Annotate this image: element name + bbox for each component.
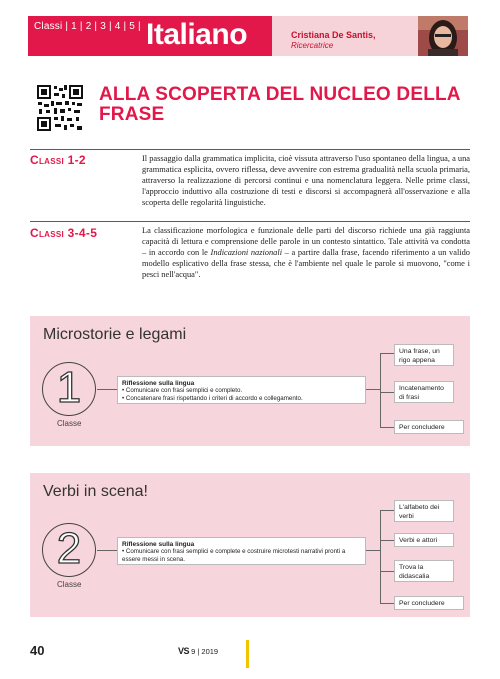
connector-line [380, 571, 394, 572]
class-number: 1 [56, 363, 82, 412]
branch-item[interactable]: Per concludere [394, 420, 464, 434]
class-label: Classe [57, 580, 82, 589]
connector-line [380, 510, 394, 511]
branch-item[interactable]: Verbi e attori [394, 533, 454, 547]
connector-line [366, 550, 380, 551]
branch-item[interactable]: L'alfabeto dei verbi [394, 500, 454, 522]
riflessione-box [117, 537, 366, 565]
connector-line [380, 510, 381, 603]
activity-box-2 [30, 473, 470, 617]
header-classi: Classi | 1 | 2 | 3 | 4 | 5 | [34, 21, 141, 32]
connector-line [97, 389, 117, 390]
connector-line [380, 540, 394, 541]
connector-line [380, 603, 394, 604]
text-part: La classificazione morfologica e funzionale delle parti del discorso richiede una già raggiunta capacità di lettura e comprensione delle parole in un contesto sintattico. Tale attività va condotta – in accordo con le [142, 226, 470, 257]
activity-title: Microstorie e legami [43, 326, 187, 343]
section-label-classi-1-2: Classi 1-2 [30, 153, 86, 167]
riflessione-item: • Comunicare con frasi semplici e completo. [122, 387, 243, 394]
magazine-issue [178, 646, 218, 656]
connector-line [97, 550, 117, 551]
article-title: ALLA SCOPERTA DEL NUCLEO DELLA FRASE [99, 84, 461, 125]
connector-line [380, 353, 394, 354]
riflessione-heading: Riflessione sulla lingua [122, 541, 195, 548]
text-part-italic: Indicazioni nazionali [210, 248, 283, 257]
branch-item[interactable]: Incatenamento di frasi [394, 381, 454, 403]
class-number: 2 [56, 524, 82, 573]
qr-code-icon [36, 84, 84, 132]
qr-code[interactable] [36, 84, 84, 132]
issue-label: 9 | 2019 [191, 647, 219, 656]
connector-line [380, 353, 381, 427]
section-divider [30, 149, 470, 150]
riflessione-item: • Comunicare con frasi semplici e complete e costruire microtesti narrativi pronti a essere messi in scena. [122, 548, 346, 563]
magazine-logo: VS [178, 646, 190, 656]
author-role: Ricercatrice [291, 41, 334, 50]
subject-title: Italiano [146, 18, 248, 51]
footer-accent-bar [246, 640, 249, 668]
connector-line [380, 427, 394, 428]
riflessione-item: • Concatenare frasi rispettando i criteri di accordo e collegamento. [122, 395, 303, 402]
branch-item[interactable]: Trova la didascalia [394, 560, 454, 582]
section-label-classi-3-4-5: Classi 3-4-5 [30, 226, 98, 240]
author-photo-image [418, 16, 468, 56]
author-photo [418, 16, 468, 56]
activity-box-1 [30, 316, 470, 446]
activity-title: Verbi in scena! [43, 483, 148, 500]
connector-line [366, 389, 380, 390]
section-text-classi-1-2: Il passaggio dalla grammatica implicita, cioè vissuta attraverso l'uso spontaneo della lingua, a una grammatica esplicita, ovvero riflessa, deve avvenire con estrema gradualità nella scuola primaria, attraverso la realizzazione di percorsi continui e una nomenclatura leggera. Nelle prime classi, l'approccio induttivo alla costruzione di testi e discorsi si accompagnerà all'osservazione e alla scoperta delle regolarità linguistiche. [142, 154, 470, 207]
riflessione-box [117, 376, 366, 404]
connector-line [380, 392, 394, 393]
text-part: – a partire dalla frase, facendo riferimento a un valido modello esplicativo della frase stessa, che è l'ambiente nel quale le parole si muovono, "come i pesci nell'acqua". [142, 248, 470, 279]
branch-item[interactable]: Una frase, un rigo appena [394, 344, 454, 366]
branch-item[interactable]: Per concludere [394, 596, 464, 610]
riflessione-heading: Riflessione sulla lingua [122, 380, 195, 387]
class-label: Classe [57, 419, 82, 428]
page-number: 40 [30, 643, 45, 658]
section-text-classi-3-4-5 [142, 225, 470, 280]
section-divider [30, 221, 470, 222]
page-header [0, 0, 500, 68]
author-name: Cristiana De Santis, [291, 30, 376, 40]
